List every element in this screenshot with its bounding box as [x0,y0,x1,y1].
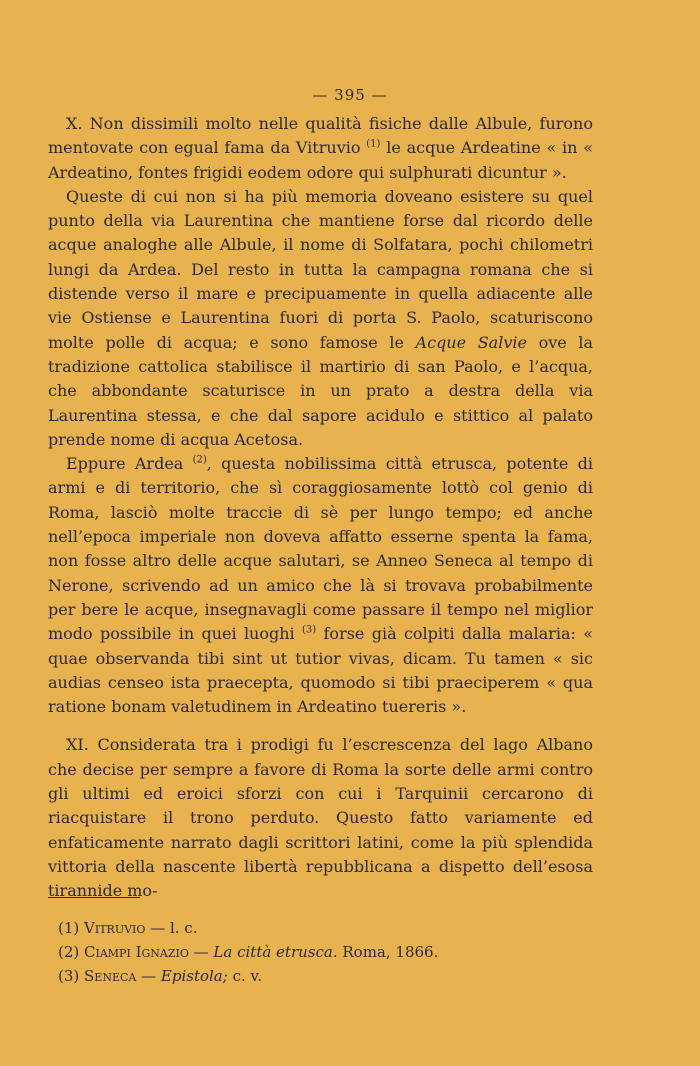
text-run: Queste di cui non si ha più memoria doveano esistere su quel punto della via Laurentina che mantiene forse dal ricordo delle acque analoghe alle Albule, il nome di Solfatara, pochi chilometri lungi da Ardea. Del resto in tutta la campagna romana che si distende verso il mare e precipuamente in quella adiacente alle vie Ostiense e Laurentina fuori di porta S. Paolo, scaturiscono molte polle di acqua; e sono famose le [48,186,593,352]
emphasis-text: Acque Salvie [415,332,527,352]
text-run: ove la tradizione cattolica stabilisce il martirio di san Paolo, e l’acqua, che abbondante scaturisce in un prato a destra della via Laurentina stessa, e che dal sapore acidulo e stittico al palato prende nome di acqua Acetosa. [48,332,594,449]
footnote-marker: (2) [192,454,207,466]
footnotes [58,916,598,988]
footnote-tail: Roma, 1866. [337,943,439,961]
paragraph [48,185,593,452]
footnote-reference: Epistola; [160,967,228,985]
footnote-author: Ciampi Ignazio [84,943,189,961]
paragraph [48,112,593,185]
page-number: — 395 — [312,86,388,104]
footnote-marker: (3) [302,624,317,636]
text-run: forse già colpiti dalla malaria: « quae observanda tibi sint ut tutior vivas, dicam. Tu tamen « sic audias censeo ista praecepta, quomodo si tibi praeciperem « qua ratione bonam valetudinem in Ardeatino tuereris ». [48,624,593,717]
footnote-dash: — [136,967,161,985]
footnote [58,964,598,988]
text-run: XI. Considerata tra i prodigi fu l’escrescenza del lago Albano che decise per sempre a favore di Roma la sorte delle armi contro gli ultimi ed eroici sforzi con cui i Tarquinii cercarono di riacquistare il trono perduto. Questo fatto variamente ed enfaticamente narrato dagli scrittori latini, come la più splendida vittoria della nascente libertà repubblicana a dispetto dell’esosa tirannide mo- [48,735,593,901]
footnote-number: (2) [58,943,80,961]
footnote-tail: c. v. [227,967,262,985]
text-run: , questa nobilissima città etrusca, potente di armi e di territorio, che sì coraggiosamente lottò col genio di Roma, lasciò molte traccie di sè per lungo tempo; ed anche nell’epoca imperiale non doveva affatto esserne spenta la fama, non fosse altro delle acque salutari, se Anneo Seneca al tempo di Nerone, scrivendo ad un amico che là si trovava probabilmente per bere le acque, insegnavagli come passare il tempo nel miglior modo possibile in quei luoghi [48,454,593,644]
text-run: X. Non dissimili molto nelle qualità fisiche dalle Albule, furono mentovate con egual fama da Vitruvio [48,114,593,158]
footnote-marker: (1) [366,138,381,150]
footnote-number: (1) [58,919,80,937]
text-run: Eppure Ardea [66,454,193,474]
footnote-author: Seneca [84,967,137,985]
footnote [58,916,598,940]
paragraph [48,452,593,719]
footnote-number: (3) [58,967,80,985]
footnote [58,940,598,964]
body-text [48,112,593,904]
text-run: le acque Ardeatine « in « Ardeatino, fontes frigidi eodem odore qui sulphurati dicuntur ». [48,138,593,182]
paragraph [48,733,593,903]
footnote-reference: La città etrusca. [213,943,338,961]
footnote-reference: l. c. [169,919,198,937]
footnote-dash: — [188,943,214,961]
footnote-dash: — [145,919,170,937]
footnote-author: Vitruvio [84,919,146,937]
footnote-divider [48,897,140,898]
